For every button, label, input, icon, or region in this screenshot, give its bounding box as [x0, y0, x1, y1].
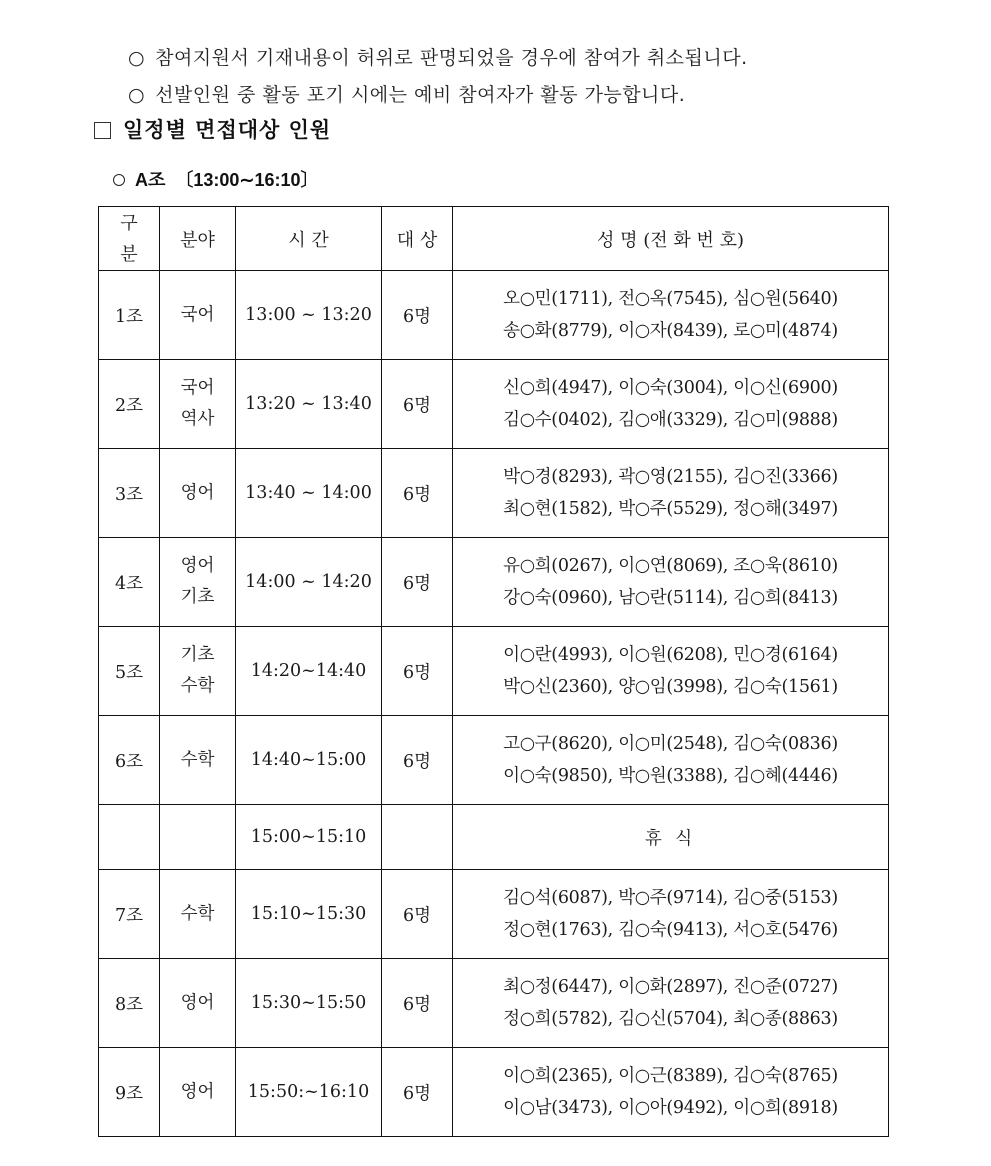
interview-schedule-table [98, 206, 889, 1137]
names-line: 이○숙(9850), 박○원(3388), 김○혜(4446) [503, 766, 838, 786]
circle-bullet-icon: ○ [128, 84, 146, 106]
names-cell [453, 360, 889, 449]
count-cell: 6명 [382, 1048, 453, 1137]
field-cell: 영어 기초 [160, 538, 236, 627]
count-cell: 6명 [382, 870, 453, 959]
header-count: 대 상 [382, 207, 453, 271]
section-title [94, 114, 331, 144]
notice-cancellation [128, 43, 748, 70]
table-row [99, 627, 889, 716]
names-cell [453, 627, 889, 716]
header-names: 성 명 (전 화 번 호) [453, 207, 889, 271]
names-line: 송○화(8779), 이○자(8439), 로○미(4874) [503, 321, 838, 341]
time-cell: 15:50:~16:10 [236, 1048, 382, 1137]
time-cell: 13:40 ~ 14:00 [236, 449, 382, 538]
break-time: 15:00~15:10 [236, 805, 382, 870]
names-line: 김○석(6087), 박○주(9714), 김○중(5153) [503, 888, 838, 908]
group-cell: 5조 [99, 627, 160, 716]
notice-text: 선발인원 중 활동 포기 시에는 예비 참여자가 활동 가능합니다. [155, 84, 686, 106]
names-cell [453, 449, 889, 538]
names-line: 유○희(0267), 이○연(8069), 조○욱(8610) [503, 556, 838, 576]
names-line: 이○남(3473), 이○아(9492), 이○희(8918) [503, 1098, 838, 1118]
names-line: 이○희(2365), 이○근(8389), 김○숙(8765) [503, 1066, 838, 1086]
table-row [99, 959, 889, 1048]
field-cell: 영어 [160, 449, 236, 538]
names-line: 박○신(2360), 양○임(3998), 김○숙(1561) [503, 677, 838, 697]
group-cell: 6조 [99, 716, 160, 805]
table-row [99, 870, 889, 959]
names-line: 김○수(0402), 김○애(3329), 김○미(9888) [503, 410, 838, 430]
count-cell: 6명 [382, 959, 453, 1048]
time-cell: 15:10~15:30 [236, 870, 382, 959]
count-cell: 6명 [382, 271, 453, 360]
field-cell: 수학 [160, 716, 236, 805]
break-group-cell [99, 805, 160, 870]
names-line: 최○정(6447), 이○화(2897), 진○준(0727) [503, 977, 838, 997]
count-cell: 6명 [382, 449, 453, 538]
names-line: 강○숙(0960), 남○란(5114), 김○희(8413) [503, 588, 838, 608]
group-cell: 3조 [99, 449, 160, 538]
field-cell: 기초 수학 [160, 627, 236, 716]
circle-bullet-icon [113, 174, 125, 186]
break-label: 휴 식 [453, 805, 889, 870]
time-cell: 13:20 ~ 13:40 [236, 360, 382, 449]
count-cell: 6명 [382, 627, 453, 716]
names-line: 오○민(1711), 전○옥(7545), 심○원(5640) [503, 289, 838, 309]
group-cell: 9조 [99, 1048, 160, 1137]
names-cell [453, 1048, 889, 1137]
count-cell: 6명 [382, 538, 453, 627]
time-cell: 14:00 ~ 14:20 [236, 538, 382, 627]
field-cell: 영어 [160, 1048, 236, 1137]
names-line: 정○현(1763), 김○숙(9413), 서○호(5476) [503, 920, 838, 940]
names-line: 이○란(4993), 이○원(6208), 민○경(6164) [503, 645, 838, 665]
break-field-cell [160, 805, 236, 870]
break-count-cell [382, 805, 453, 870]
count-cell: 6명 [382, 716, 453, 805]
time-cell: 14:20~14:40 [236, 627, 382, 716]
field-cell: 국어 [160, 271, 236, 360]
names-line: 박○경(8293), 곽○영(2155), 김○진(3366) [503, 467, 838, 487]
time-cell: 13:00 ~ 13:20 [236, 271, 382, 360]
time-cell: 15:30~15:50 [236, 959, 382, 1048]
names-line: 신○희(4947), 이○숙(3004), 이○신(6900) [503, 378, 838, 398]
circle-bullet-icon: ○ [128, 47, 146, 69]
field-cell: 수학 [160, 870, 236, 959]
names-cell [453, 271, 889, 360]
group-cell: 7조 [99, 870, 160, 959]
names-cell [453, 716, 889, 805]
names-cell [453, 870, 889, 959]
break-row [99, 805, 889, 870]
table-row [99, 716, 889, 805]
group-time-range: 〔13:00∼16:10〕 [175, 170, 319, 190]
header-time: 시 간 [236, 207, 382, 271]
group-cell: 2조 [99, 360, 160, 449]
table-header-row [99, 207, 889, 271]
group-label: A조 [135, 170, 166, 190]
group-cell: 4조 [99, 538, 160, 627]
names-line: 고○구(8620), 이○미(2548), 김○숙(0836) [503, 734, 838, 754]
field-cell: 국어 역사 [160, 360, 236, 449]
checkbox-square-icon [94, 122, 111, 139]
table-row [99, 538, 889, 627]
header-group: 구 분 [99, 207, 160, 271]
table-row [99, 1048, 889, 1137]
time-cell: 14:40~15:00 [236, 716, 382, 805]
group-cell: 1조 [99, 271, 160, 360]
table-row [99, 271, 889, 360]
table-row [99, 449, 889, 538]
names-cell [453, 538, 889, 627]
notice-text: 참여지원서 기재내용이 허위로 판명되었을 경우에 참여가 취소됩니다. [155, 47, 748, 69]
table-row [99, 360, 889, 449]
names-cell [453, 959, 889, 1048]
group-title [113, 166, 319, 192]
section-title-text: 일정별 면접대상 인원 [123, 118, 332, 142]
names-line: 정○희(5782), 김○신(5704), 최○종(8863) [503, 1009, 838, 1029]
header-field: 분야 [160, 207, 236, 271]
field-cell: 영어 [160, 959, 236, 1048]
group-cell: 8조 [99, 959, 160, 1048]
notice-reserve [128, 80, 685, 107]
count-cell: 6명 [382, 360, 453, 449]
names-line: 최○현(1582), 박○주(5529), 정○해(3497) [503, 499, 838, 519]
